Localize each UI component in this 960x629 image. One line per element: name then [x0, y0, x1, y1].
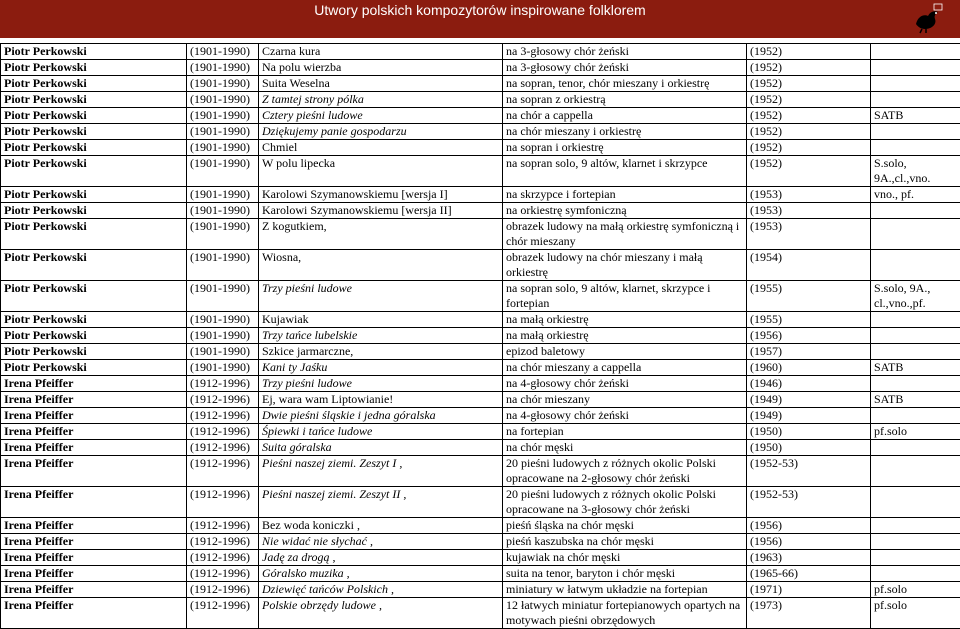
scoring-cell: na chór mieszany: [503, 392, 747, 408]
composer-cell: Piotr Perkowski: [1, 312, 187, 328]
years-cell: (1901-1990): [187, 124, 259, 140]
work-title-cell: Jadę za drogą ,: [259, 550, 503, 566]
composer-cell: Irena Pfeiffer: [1, 534, 187, 550]
years-cell: (1901-1990): [187, 140, 259, 156]
table-row: [1, 440, 960, 456]
notes-cell: [871, 60, 960, 76]
scoring-cell: na fortepian: [503, 424, 747, 440]
composer-cell: Irena Pfeiffer: [1, 582, 187, 598]
page-header: [0, 0, 960, 38]
date-cell: (1973): [747, 598, 871, 629]
table-row: [1, 328, 960, 344]
notes-cell: [871, 534, 960, 550]
table-row: [1, 598, 960, 629]
years-cell: (1912-1996): [187, 518, 259, 534]
table-row: [1, 281, 960, 312]
notes-cell: pf.solo: [871, 582, 960, 598]
work-title-cell: Szkice jarmarczne,: [259, 344, 503, 360]
composer-cell: Irena Pfeiffer: [1, 566, 187, 582]
table-row: [1, 44, 960, 60]
composer-cell: Piotr Perkowski: [1, 187, 187, 203]
notes-cell: SATB: [871, 108, 960, 124]
years-cell: (1901-1990): [187, 360, 259, 376]
date-cell: (1952): [747, 76, 871, 92]
scoring-cell: epizod baletowy: [503, 344, 747, 360]
years-cell: (1901-1990): [187, 203, 259, 219]
composer-cell: Irena Pfeiffer: [1, 456, 187, 487]
notes-cell: [871, 344, 960, 360]
composer-cell: Piotr Perkowski: [1, 360, 187, 376]
scoring-cell: kujawiak na chór męski: [503, 550, 747, 566]
table-row: [1, 124, 960, 140]
scoring-cell: na sopran i orkiestrę: [503, 140, 747, 156]
table-row: [1, 534, 960, 550]
work-title-cell: Suita Weselna: [259, 76, 503, 92]
table-row: [1, 92, 960, 108]
work-title-cell: Góralsko muzika ,: [259, 566, 503, 582]
table-row: [1, 392, 960, 408]
work-title-cell: Suita góralska: [259, 440, 503, 456]
years-cell: (1912-1996): [187, 392, 259, 408]
notes-cell: [871, 219, 960, 250]
scoring-cell: na 4-głosowy chór żeński: [503, 408, 747, 424]
work-title-cell: Trzy pieśni ludowe: [259, 376, 503, 392]
years-cell: (1901-1990): [187, 187, 259, 203]
table-row: [1, 376, 960, 392]
date-cell: (1952): [747, 156, 871, 187]
scoring-cell: na chór mieszany i orkiestrę: [503, 124, 747, 140]
table-row: [1, 582, 960, 598]
notes-cell: [871, 376, 960, 392]
composer-cell: Piotr Perkowski: [1, 344, 187, 360]
scoring-cell: na 4-głosowy chór żeński: [503, 376, 747, 392]
date-cell: (1949): [747, 392, 871, 408]
date-cell: (1957): [747, 344, 871, 360]
date-cell: (1956): [747, 328, 871, 344]
date-cell: (1953): [747, 219, 871, 250]
notes-cell: [871, 140, 960, 156]
work-title-cell: Trzy tańce lubelskie: [259, 328, 503, 344]
date-cell: (1952): [747, 92, 871, 108]
date-cell: (1956): [747, 534, 871, 550]
date-cell: (1955): [747, 281, 871, 312]
scoring-cell: suita na tenor, baryton i chór męski: [503, 566, 747, 582]
date-cell: (1950): [747, 424, 871, 440]
scoring-cell: pieśń śląska na chór męski: [503, 518, 747, 534]
work-title-cell: Karolowi Szymanowskiemu [wersja II]: [259, 203, 503, 219]
scoring-cell: na chór męski: [503, 440, 747, 456]
scoring-cell: 12 łatwych miniatur fortepianowych opartych na motywach pieśni obrzędowych: [503, 598, 747, 629]
years-cell: (1912-1996): [187, 440, 259, 456]
table-row: [1, 219, 960, 250]
table-row: [1, 76, 960, 92]
notes-cell: SATB: [871, 392, 960, 408]
table-row: [1, 550, 960, 566]
composer-cell: Irena Pfeiffer: [1, 408, 187, 424]
table-row: [1, 250, 960, 281]
work-title-cell: Nie widać nie słychać ,: [259, 534, 503, 550]
work-title-cell: Na polu wierzba: [259, 60, 503, 76]
work-title-cell: Pieśni naszej ziemi. Zeszyt I ,: [259, 456, 503, 487]
table-row: [1, 203, 960, 219]
scoring-cell: na sopran, tenor, chór mieszany i orkiestrę: [503, 76, 747, 92]
work-title-cell: Ej, wara wam Liptowianie!: [259, 392, 503, 408]
years-cell: (1912-1996): [187, 424, 259, 440]
composer-cell: Piotr Perkowski: [1, 92, 187, 108]
work-title-cell: Dziewięć tańców Polskich ,: [259, 582, 503, 598]
date-cell: (1952): [747, 44, 871, 60]
notes-cell: pf.solo: [871, 424, 960, 440]
years-cell: (1901-1990): [187, 312, 259, 328]
years-cell: (1912-1996): [187, 408, 259, 424]
years-cell: (1912-1996): [187, 566, 259, 582]
notes-cell: SATB: [871, 360, 960, 376]
work-title-cell: Trzy pieśni ludowe: [259, 281, 503, 312]
date-cell: (1960): [747, 360, 871, 376]
years-cell: (1901-1990): [187, 281, 259, 312]
work-title-cell: Śpiewki i tańce ludowe: [259, 424, 503, 440]
notes-cell: [871, 124, 960, 140]
years-cell: (1912-1996): [187, 487, 259, 518]
work-title-cell: Pieśni naszej ziemi. Zeszyt II ,: [259, 487, 503, 518]
work-title-cell: Bez woda koniczki ,: [259, 518, 503, 534]
composer-cell: Irena Pfeiffer: [1, 550, 187, 566]
notes-cell: [871, 408, 960, 424]
years-cell: (1912-1996): [187, 376, 259, 392]
date-cell: (1950): [747, 440, 871, 456]
table-row: [1, 456, 960, 487]
bird-logo-icon: [910, 2, 944, 36]
scoring-cell: pieśń kaszubska na chór męski: [503, 534, 747, 550]
years-cell: (1901-1990): [187, 344, 259, 360]
years-cell: (1912-1996): [187, 598, 259, 629]
table-row: [1, 424, 960, 440]
date-cell: (1971): [747, 582, 871, 598]
notes-cell: [871, 440, 960, 456]
scoring-cell: na orkiestrę symfoniczną: [503, 203, 747, 219]
years-cell: (1912-1996): [187, 534, 259, 550]
composer-cell: Piotr Perkowski: [1, 328, 187, 344]
work-title-cell: Z tamtej strony pólka: [259, 92, 503, 108]
composer-cell: Irena Pfeiffer: [1, 440, 187, 456]
work-title-cell: Kujawiak: [259, 312, 503, 328]
table-row: [1, 187, 960, 203]
composer-cell: Irena Pfeiffer: [1, 518, 187, 534]
scoring-cell: miniatury w łatwym układzie na fortepian: [503, 582, 747, 598]
scoring-cell: obrazek ludowy na małą orkiestrę symfoniczną i chór mieszany: [503, 219, 747, 250]
table-row: [1, 566, 960, 582]
notes-cell: S.solo, 9A.,cl.,vno.: [871, 156, 960, 187]
composer-cell: Piotr Perkowski: [1, 76, 187, 92]
date-cell: (1952-53): [747, 456, 871, 487]
composer-cell: Piotr Perkowski: [1, 124, 187, 140]
notes-cell: [871, 203, 960, 219]
notes-cell: [871, 250, 960, 281]
composer-cell: Piotr Perkowski: [1, 108, 187, 124]
work-title-cell: Z kogutkiem,: [259, 219, 503, 250]
scoring-cell: obrazek ludowy na chór mieszany i małą orkiestrę: [503, 250, 747, 281]
work-title-cell: Polskie obrzędy ludowe ,: [259, 598, 503, 629]
composer-cell: Piotr Perkowski: [1, 250, 187, 281]
notes-cell: [871, 550, 960, 566]
date-cell: (1963): [747, 550, 871, 566]
scoring-cell: 20 pieśni ludowych z różnych okolic Polski opracowane na 2-głosowy chór żeński: [503, 456, 747, 487]
scoring-cell: na chór a cappella: [503, 108, 747, 124]
work-title-cell: Kani ty Jaśku: [259, 360, 503, 376]
table-row: [1, 518, 960, 534]
table-row: [1, 156, 960, 187]
work-title-cell: Dziękujemy panie gospodarzu: [259, 124, 503, 140]
notes-cell: pf.solo: [871, 598, 960, 629]
scoring-cell: na sopran solo, 9 altów, klarnet i skrzypce: [503, 156, 747, 187]
composer-cell: Piotr Perkowski: [1, 281, 187, 312]
work-title-cell: Cztery pieśni ludowe: [259, 108, 503, 124]
table-row: [1, 487, 960, 518]
years-cell: (1912-1996): [187, 456, 259, 487]
work-title-cell: Wiosna,: [259, 250, 503, 281]
scoring-cell: na sopran z orkiestrą: [503, 92, 747, 108]
composer-cell: Irena Pfeiffer: [1, 392, 187, 408]
composer-cell: Piotr Perkowski: [1, 203, 187, 219]
notes-cell: [871, 328, 960, 344]
composer-cell: Piotr Perkowski: [1, 60, 187, 76]
years-cell: (1901-1990): [187, 219, 259, 250]
years-cell: (1901-1990): [187, 76, 259, 92]
years-cell: (1912-1996): [187, 582, 259, 598]
table-row: [1, 60, 960, 76]
composer-cell: Irena Pfeiffer: [1, 424, 187, 440]
work-title-cell: Chmiel: [259, 140, 503, 156]
notes-cell: S.solo, 9A., cl.,vno.,pf.: [871, 281, 960, 312]
work-title-cell: Karolowi Szymanowskiemu [wersja I]: [259, 187, 503, 203]
date-cell: (1954): [747, 250, 871, 281]
table-row: [1, 360, 960, 376]
work-title-cell: Dwie pieśni śląskie i jedna góralska: [259, 408, 503, 424]
notes-cell: [871, 456, 960, 487]
scoring-cell: na chór mieszany a cappella: [503, 360, 747, 376]
scoring-cell: na małą orkiestrę: [503, 328, 747, 344]
date-cell: (1946): [747, 376, 871, 392]
table-row: [1, 408, 960, 424]
composer-cell: Piotr Perkowski: [1, 219, 187, 250]
scoring-cell: na skrzypce i fortepian: [503, 187, 747, 203]
work-title-cell: Czarna kura: [259, 44, 503, 60]
date-cell: (1953): [747, 203, 871, 219]
scoring-cell: 20 pieśni ludowych z różnych okolic Polski opracowane na 3-głosowy chór żeński: [503, 487, 747, 518]
notes-cell: [871, 312, 960, 328]
table-row: [1, 312, 960, 328]
date-cell: (1956): [747, 518, 871, 534]
date-cell: (1952-53): [747, 487, 871, 518]
date-cell: (1952): [747, 60, 871, 76]
years-cell: (1901-1990): [187, 250, 259, 281]
scoring-cell: na małą orkiestrę: [503, 312, 747, 328]
composer-cell: Piotr Perkowski: [1, 156, 187, 187]
works-table: [0, 43, 960, 629]
notes-cell: [871, 487, 960, 518]
date-cell: (1955): [747, 312, 871, 328]
table-row: [1, 108, 960, 124]
date-cell: (1952): [747, 108, 871, 124]
years-cell: (1901-1990): [187, 156, 259, 187]
notes-cell: [871, 566, 960, 582]
notes-cell: [871, 44, 960, 60]
years-cell: (1901-1990): [187, 44, 259, 60]
composer-cell: Irena Pfeiffer: [1, 376, 187, 392]
years-cell: (1901-1990): [187, 108, 259, 124]
table-row: [1, 140, 960, 156]
composer-cell: Piotr Perkowski: [1, 44, 187, 60]
notes-cell: [871, 92, 960, 108]
years-cell: (1912-1996): [187, 550, 259, 566]
page-title: Utwory polskich kompozytorów inspirowane folklorem: [0, 0, 960, 20]
years-cell: (1901-1990): [187, 92, 259, 108]
composer-cell: Piotr Perkowski: [1, 140, 187, 156]
notes-cell: [871, 76, 960, 92]
date-cell: (1953): [747, 187, 871, 203]
date-cell: (1949): [747, 408, 871, 424]
date-cell: (1952): [747, 140, 871, 156]
table-row: [1, 344, 960, 360]
scoring-cell: na 3-głosowy chór żeński: [503, 44, 747, 60]
notes-cell: vno., pf.: [871, 187, 960, 203]
composer-cell: Irena Pfeiffer: [1, 487, 187, 518]
date-cell: (1952): [747, 124, 871, 140]
years-cell: (1901-1990): [187, 328, 259, 344]
notes-cell: [871, 518, 960, 534]
work-title-cell: W polu lipecka: [259, 156, 503, 187]
scoring-cell: na 3-głosowy chór żeński: [503, 60, 747, 76]
years-cell: (1901-1990): [187, 60, 259, 76]
scoring-cell: na sopran solo, 9 altów, klarnet, skrzypce i fortepian: [503, 281, 747, 312]
composer-cell: Irena Pfeiffer: [1, 598, 187, 629]
date-cell: (1965-66): [747, 566, 871, 582]
works-table-container: [0, 43, 960, 629]
